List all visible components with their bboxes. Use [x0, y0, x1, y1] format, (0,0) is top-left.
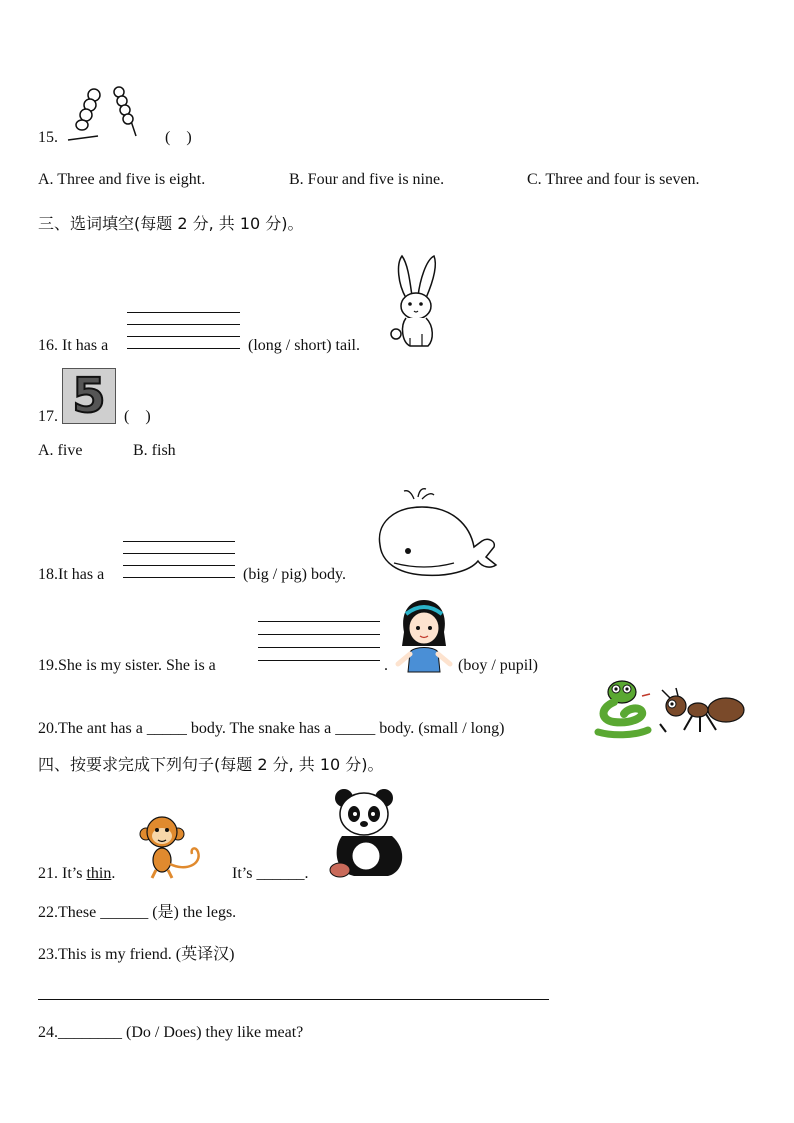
- q20-text[interactable]: 20.The ant has a _____ body. The snake has a _____ body. (small / long): [38, 720, 505, 737]
- digit-card-image: [62, 368, 116, 424]
- q24-text[interactable]: 24.________ (Do / Does) they like meat?: [38, 1024, 304, 1041]
- q23-text: 23.This is my friend. (英译汉): [38, 946, 235, 963]
- q22-text[interactable]: 22.These ______ (是) the legs.: [38, 904, 237, 921]
- q21-prefix: 21. It’s: [38, 865, 87, 882]
- q19-suffix: (boy / pupil): [458, 657, 538, 674]
- q18-answer-lines[interactable]: [123, 541, 235, 581]
- q23-answer-line[interactable]: [38, 999, 549, 1000]
- q19-prefix: 19.She is my sister. She is a: [38, 657, 216, 674]
- q16-suffix: (long / short) tail.: [248, 337, 360, 354]
- q15-option-c[interactable]: C. Three and four is seven.: [527, 171, 700, 188]
- monkey-icon: [136, 814, 208, 880]
- q16-prefix: 16. It has a: [38, 337, 109, 354]
- q18-prefix: 18.It has a: [38, 566, 105, 583]
- panda-icon: [328, 786, 408, 880]
- q21-first-sentence: [38, 865, 115, 883]
- section-3-title: 三、选词填空(每题 2 分, 共 10 分)。: [38, 214, 304, 233]
- q17-answer-paren[interactable]: ( ): [124, 408, 151, 425]
- q17-option-b[interactable]: B. fish: [133, 442, 176, 459]
- girl-icon: [396, 598, 452, 672]
- q19-answer-lines[interactable]: [258, 621, 380, 663]
- q19-dot: .: [384, 657, 388, 674]
- whale-icon: [374, 485, 498, 579]
- q21-second-sentence[interactable]: It’s ______.: [232, 865, 309, 882]
- q16-answer-lines[interactable]: [127, 312, 240, 352]
- digit-card-digit: 5: [72, 368, 106, 424]
- q15-number: 15.: [38, 129, 58, 146]
- q17-number: 17.: [38, 408, 58, 425]
- q15-answer-paren[interactable]: ( ): [165, 129, 192, 146]
- snake-icon: [594, 678, 652, 736]
- q18-suffix: (big / pig) body.: [243, 566, 346, 583]
- q21-dot: .: [111, 865, 116, 882]
- q15-option-b[interactable]: B. Four and five is nine.: [289, 171, 445, 188]
- q15-option-a[interactable]: A. Three and five is eight.: [38, 171, 206, 188]
- q17-option-a[interactable]: A. five: [38, 442, 83, 459]
- beads-counting-icon: [64, 84, 154, 144]
- section-4-title: 四、按要求完成下列句子(每题 2 分, 共 10 分)。: [38, 755, 384, 774]
- ant-icon: [656, 688, 748, 734]
- q21-underlined-word: thin: [86, 865, 112, 882]
- rabbit-icon: [388, 254, 446, 350]
